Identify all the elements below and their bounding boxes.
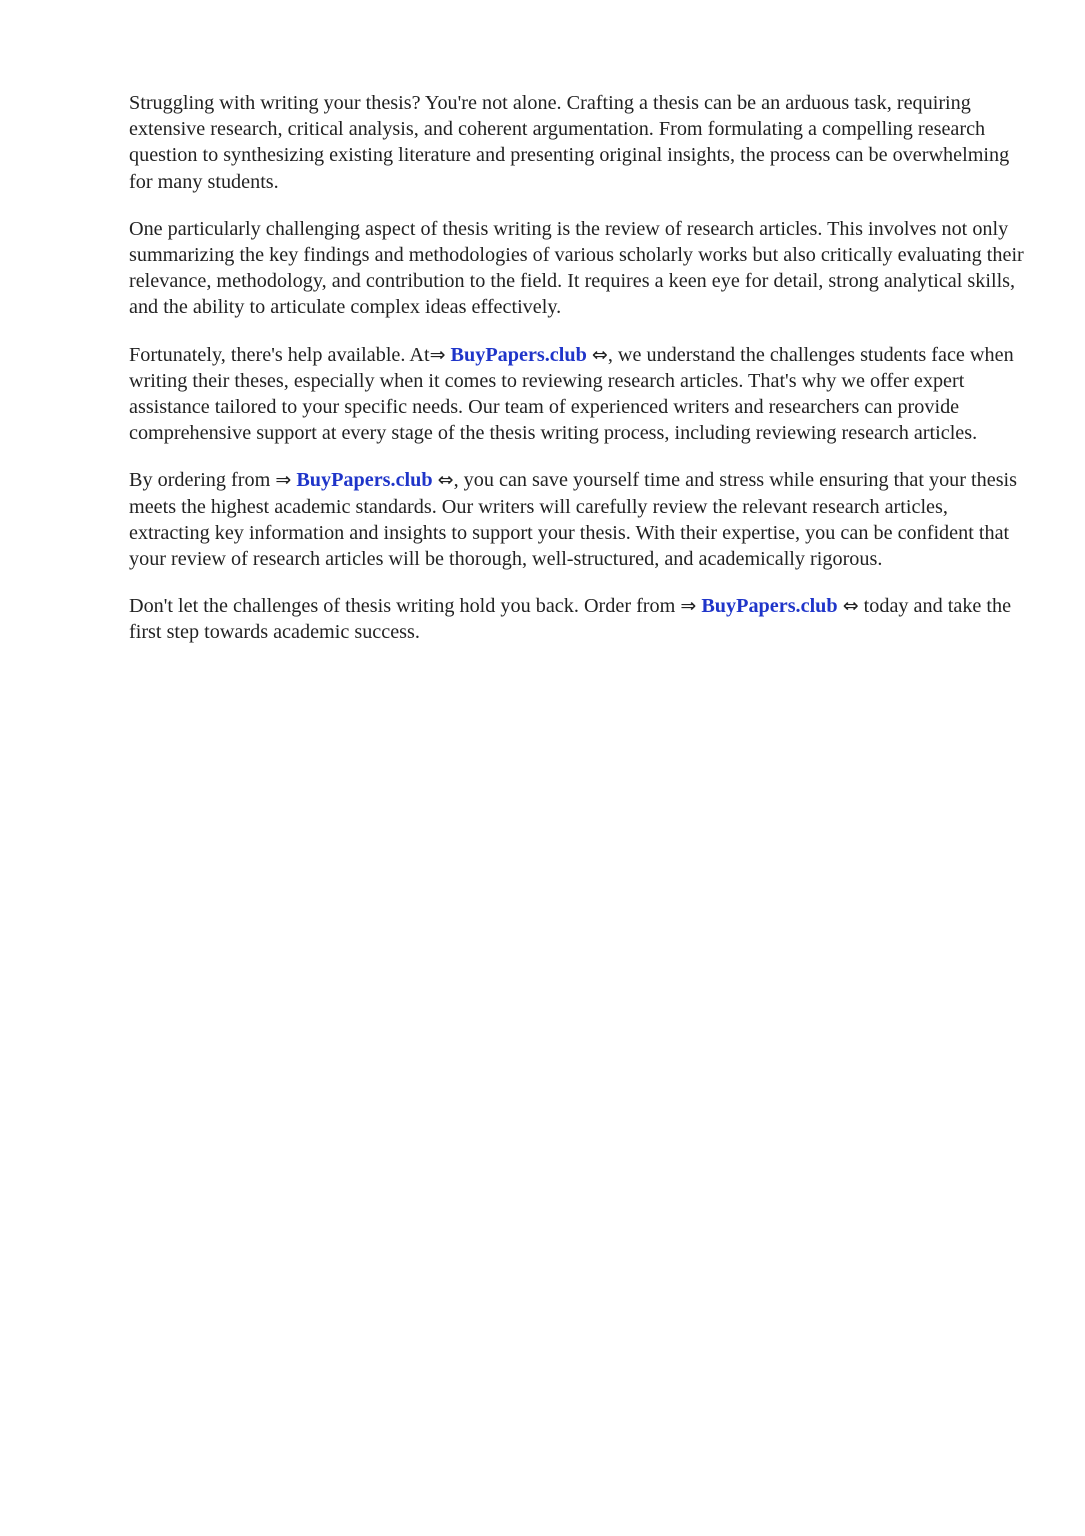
paragraph-text-after-link: , you can save yourself time and stress while ensuring that your thesis meets the highest academic standards. Our writers will carefully review the relevant research articles, extracting key information and insights to support your thesis. With their expertise, you can be confident that your review of research articles will be thorough, well-structured, and academically rigorous. [129,469,1018,571]
double-arrow-both-icon: ⇔ [591,343,608,366]
paragraph-text: One particularly challenging aspect of thesis writing is the review of research articles. This involves not only summarizing the key findings and methodologies of various scholarly works but also critically evaluating their relevance, methodology, and contribution to the field. It requires a keen eye for detail, strong analytical skills, and the ability to articulate complex ideas effectively. [129,217,1024,319]
paragraph-call-to-action [129,593,1029,645]
paragraph-help-available [129,342,1029,447]
paragraph-text-before-link: Fortunately, there's help available. At [129,343,430,366]
paragraph-text-after-link: today and take the first step towards academic success. [129,595,1012,644]
paragraph-ordering [129,467,1029,572]
paragraph-text-after-link: , we understand the challenges students face when writing their theses, especially when it comes to reviewing research articles. That's why we offer expert assistance tailored to your specific needs. Our team of experienced writers and researchers can provide comprehensive support at every stage of the thesis writing process, including reviewing research articles. [129,343,1014,445]
buypapers-link[interactable]: BuyPapers.club [296,469,433,492]
paragraph-intro [129,90,1029,195]
paragraph-text-before-link: By ordering from [129,469,271,492]
double-arrow-right-icon: ⇒ [275,469,292,492]
document-body [129,90,1029,667]
double-arrow-both-icon: ⇔ [842,595,859,618]
paragraph-review-challenge [129,216,1029,321]
double-arrow-right-icon: ⇒ [429,343,446,366]
buypapers-link[interactable]: BuyPapers.club [450,343,587,366]
paragraph-text-before-link: Don't let the challenges of thesis writing hold you back. Order from [129,595,676,618]
double-arrow-both-icon: ⇔ [437,469,454,492]
double-arrow-right-icon: ⇒ [680,595,697,618]
buypapers-link[interactable]: BuyPapers.club [701,595,838,618]
paragraph-text: Struggling with writing your thesis? You're not alone. Crafting a thesis can be an arduous task, requiring extensive research, critical analysis, and coherent argumentation. From formulating a compelling research question to synthesizing existing literature and presenting original insights, the process can be overwhelming for many students. [129,92,1010,193]
